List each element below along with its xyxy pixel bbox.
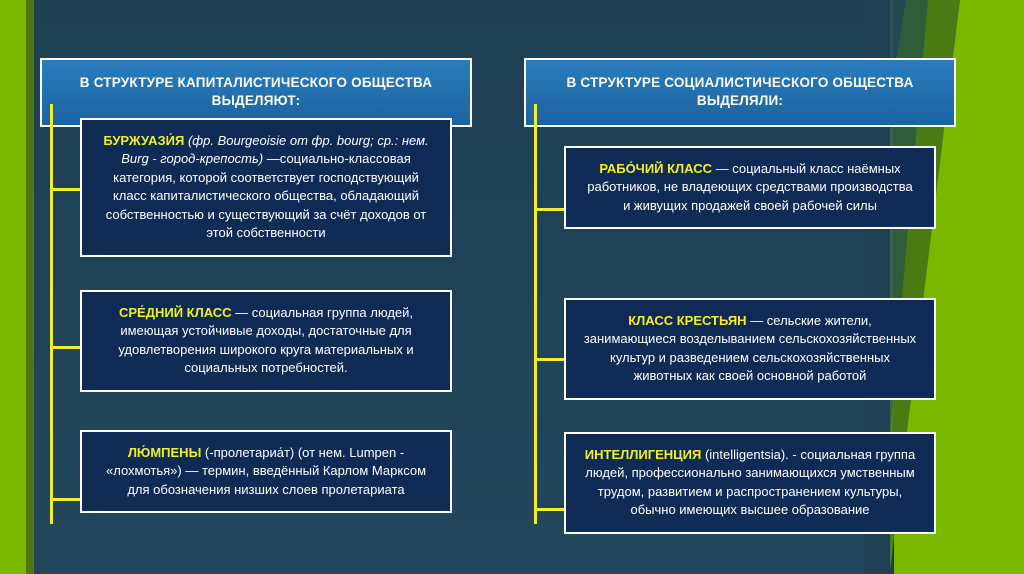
term-definition: социально-классовая категория, которой соответствует господствующий класс капиталистического общества, обладающий собственностью и существующий за счёт доходов от этой собственности <box>105 151 427 241</box>
item-box-socialist-2 <box>564 298 936 400</box>
term-definition: — социальный класс наёмных работников, не владеющих средствами производства и живущих продажей своей рабочей силы <box>587 161 913 213</box>
term-definition: — сельские жители, занимающиеся возделыванием сельскохозяйственных культур и разведением сельскохозяйственных животных как своей основной работой <box>583 313 917 384</box>
term-label: ИНТЕЛЛИГЕНЦИЯ <box>584 447 702 462</box>
connector-branch-capitalist-1 <box>50 188 82 191</box>
term-label: КЛАСС КРЕСТЬЯН <box>628 313 747 328</box>
term-definition: — социальная группа людей, имеющая устойчивые доходы, достаточные для удовлетворения широкого круга материальных и социальных потребностей. <box>118 305 414 376</box>
connector-branch-capitalist-2 <box>50 346 82 349</box>
column-header-capitalist: В СТРУКТУРЕ КАПИТАЛИСТИЧЕСКОГО ОБЩЕСТВА ВЫДЕЛЯЮТ: <box>40 58 472 127</box>
term-definition: (intelligentsia). - социальная группа людей, профессионально занимающихся умственным трудом, развитием и распространением культуры, обычно имеющих высшее образование <box>585 447 916 518</box>
background-left-dark-strip <box>26 0 34 574</box>
column-header-socialist: В СТРУКТУРЕ СОЦИАЛИСТИЧЕСКОГО ОБЩЕСТВА ВЫДЕЛЯЛИ: <box>524 58 956 127</box>
term-label: РАБО́ЧИЙ КЛАСС <box>599 161 713 176</box>
term-definition: (-пролетариа́т) (от нем. Lumpen - «лохмотья») — термин, введённый Карлом Марксом для обозначения низших слоев пролетариата <box>105 445 427 497</box>
item-box-capitalist-2 <box>80 290 452 392</box>
term-etymology: (фр. Bourgeoisie от фр. bourg; ср.: нем. Burg - город-крепость) — <box>121 133 429 167</box>
connector-trunk-socialist <box>534 104 537 524</box>
connector-branch-capitalist-3 <box>50 498 82 501</box>
item-box-capitalist-1 <box>80 118 452 257</box>
item-box-socialist-1 <box>564 146 936 229</box>
item-box-socialist-3 <box>564 432 936 534</box>
background-left-green-strip <box>0 0 26 574</box>
term-label: БУРЖУАЗИ́Я <box>103 133 185 148</box>
term-label: СРЕ́ДНИЙ КЛАСС <box>118 305 232 320</box>
term-label: ЛЮ́МПЕНЫ <box>127 445 202 460</box>
connector-branch-socialist-1 <box>534 208 566 211</box>
item-box-capitalist-3 <box>80 430 452 513</box>
connector-branch-socialist-2 <box>534 358 566 361</box>
connector-trunk-capitalist <box>50 104 53 524</box>
connector-branch-socialist-3 <box>534 508 566 511</box>
